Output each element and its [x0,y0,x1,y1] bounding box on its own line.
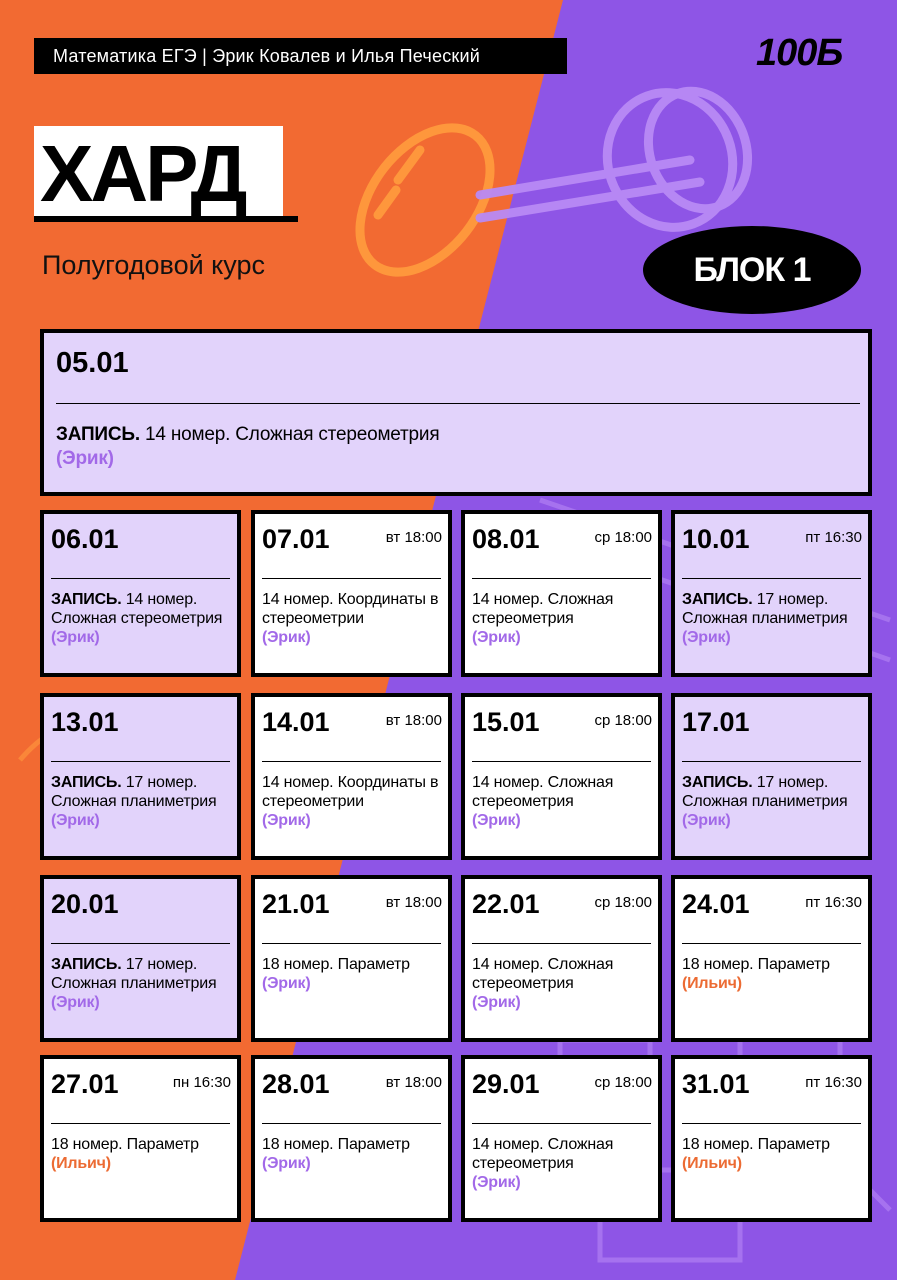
teacher-name: (Эрик) [51,994,100,1011]
lesson-time: пт 16:30 [805,529,862,546]
lesson-topic: 18 номер. Параметр [262,956,410,973]
lesson-topic: 14 номер. Координаты в стереометрии [262,774,439,810]
lesson-description [682,590,864,647]
lesson-time: ср 18:00 [594,712,652,729]
divider [682,761,861,762]
teacher-name: (Ильич) [682,1155,742,1172]
lesson-card [40,693,241,860]
lesson-description [51,1135,233,1173]
recording-tag: ЗАПИСЬ. [682,774,753,791]
lesson-time: вт 18:00 [385,1074,442,1091]
lesson-topic: 14 номер. Сложная стереометрия [145,424,440,445]
teacher-name: (Эрик) [682,812,731,829]
lesson-card [251,510,452,677]
lesson-card [251,1055,452,1222]
lesson-card [40,1055,241,1222]
divider [262,943,441,944]
lesson-topic: 18 номер. Параметр [262,1136,410,1153]
lesson-description [682,773,864,830]
lesson-topic: 14 номер. Сложная стереометрия [51,591,223,627]
lesson-date: 28.01 [262,1069,330,1099]
lesson-card [461,875,662,1042]
lesson-date: 06.01 [51,524,119,554]
course-title-bar: Математика ЕГЭ | Эрик Ковалев и Илья Печеский [34,38,567,74]
divider [472,761,651,762]
lesson-date: 05.01 [56,347,129,379]
brand-logo: 100Б [756,32,843,74]
lesson-time: вт 18:00 [385,894,442,911]
divider [51,578,230,579]
teacher-name: (Эрик) [262,1155,311,1172]
divider [51,943,230,944]
lesson-date: 27.01 [51,1069,119,1099]
lesson-topic: 17 номер. Сложная планиметрия [682,774,848,810]
lesson-card [671,875,872,1042]
divider [682,943,861,944]
lesson-description [682,1135,864,1173]
lesson-topic: 14 номер. Сложная стереометрия [472,591,614,627]
page-subtitle: Полугодовой курс [42,250,266,280]
teacher-name: (Эрик) [262,629,311,646]
lesson-description [262,773,444,830]
lesson-description [51,590,233,647]
teacher-name: (Эрик) [472,812,521,829]
lesson-time: пт 16:30 [805,894,862,911]
lesson-card [671,1055,872,1222]
recording-tag: ЗАПИСЬ. [56,424,140,445]
lesson-card [671,510,872,677]
lesson-date: 10.01 [682,524,750,554]
lesson-card [461,510,662,677]
lesson-date: 29.01 [472,1069,540,1099]
lesson-date: 08.01 [472,524,540,554]
teacher-name: (Эрик) [472,994,521,1011]
lesson-topic: 18 номер. Параметр [51,1136,199,1153]
block-badge: БЛОК 1 [643,226,861,314]
lesson-card [461,1055,662,1222]
recording-tag: ЗАПИСЬ. [51,591,122,608]
lesson-time: ср 18:00 [594,529,652,546]
lesson-description [262,1135,444,1173]
lesson-date: 15.01 [472,707,540,737]
lesson-card [251,693,452,860]
divider [472,578,651,579]
recording-tag: ЗАПИСЬ. [682,591,753,608]
lesson-date: 24.01 [682,889,750,919]
teacher-name: (Эрик) [51,812,100,829]
divider [682,1123,861,1124]
teacher-name: (Эрик) [472,629,521,646]
lesson-date: 07.01 [262,524,330,554]
lesson-description [262,590,444,647]
recording-tag: ЗАПИСЬ. [51,774,122,791]
page-title: ХАРД [40,129,245,218]
divider [472,1123,651,1124]
lesson-topic: 14 номер. Сложная стереометрия [472,1136,614,1172]
lesson-date: 17.01 [682,707,750,737]
lesson-date: 22.01 [472,889,540,919]
lesson-time: пт 16:30 [805,1074,862,1091]
lesson-description [472,590,654,647]
divider [51,761,230,762]
lesson-description [262,955,444,993]
lesson-description [51,773,233,830]
lesson-time: ср 18:00 [594,894,652,911]
lesson-card [461,693,662,860]
lesson-card [40,510,241,677]
lesson-description [51,955,233,1012]
lesson-date: 14.01 [262,707,330,737]
teacher-name: (Эрик) [262,975,311,992]
teacher-name: (Эрик) [262,812,311,829]
lesson-card [671,693,872,860]
lesson-time: пн 16:30 [172,1074,231,1091]
featured-lesson-card [40,329,872,496]
lesson-date: 20.01 [51,889,119,919]
lesson-date: 13.01 [51,707,119,737]
teacher-name: (Ильич) [682,975,742,992]
teacher-name: (Эрик) [472,1174,521,1191]
lesson-description [682,955,864,993]
lesson-topic: 14 номер. Сложная стереометрия [472,774,614,810]
lesson-topic: 17 номер. Сложная планиметрия [682,591,848,627]
lesson-card [251,875,452,1042]
teacher-name: (Эрик) [56,448,114,469]
lesson-topic: 17 номер. Сложная планиметрия [51,956,217,992]
lesson-topic: 18 номер. Параметр [682,956,830,973]
lesson-topic: 14 номер. Сложная стереометрия [472,956,614,992]
lesson-date: 21.01 [262,889,330,919]
teacher-name: (Эрик) [51,629,100,646]
lesson-time: вт 18:00 [385,529,442,546]
lesson-topic: 18 номер. Параметр [682,1136,830,1153]
lesson-topic: 14 номер. Координаты в стереометрии [262,591,439,627]
lesson-description [472,1135,654,1192]
lesson-topic: 17 номер. Сложная планиметрия [51,774,217,810]
divider [262,1123,441,1124]
divider [51,1123,230,1124]
divider [682,578,861,579]
teacher-name: (Ильич) [51,1155,111,1172]
lesson-time: ср 18:00 [594,1074,652,1091]
lesson-date: 31.01 [682,1069,750,1099]
lesson-description [472,773,654,830]
divider [56,403,860,404]
lesson-description [56,423,864,471]
divider [472,943,651,944]
divider [262,578,441,579]
lesson-card [40,875,241,1042]
divider [262,761,441,762]
teacher-name: (Эрик) [682,629,731,646]
lesson-description [472,955,654,1012]
lesson-time: вт 18:00 [385,712,442,729]
recording-tag: ЗАПИСЬ. [51,956,122,973]
